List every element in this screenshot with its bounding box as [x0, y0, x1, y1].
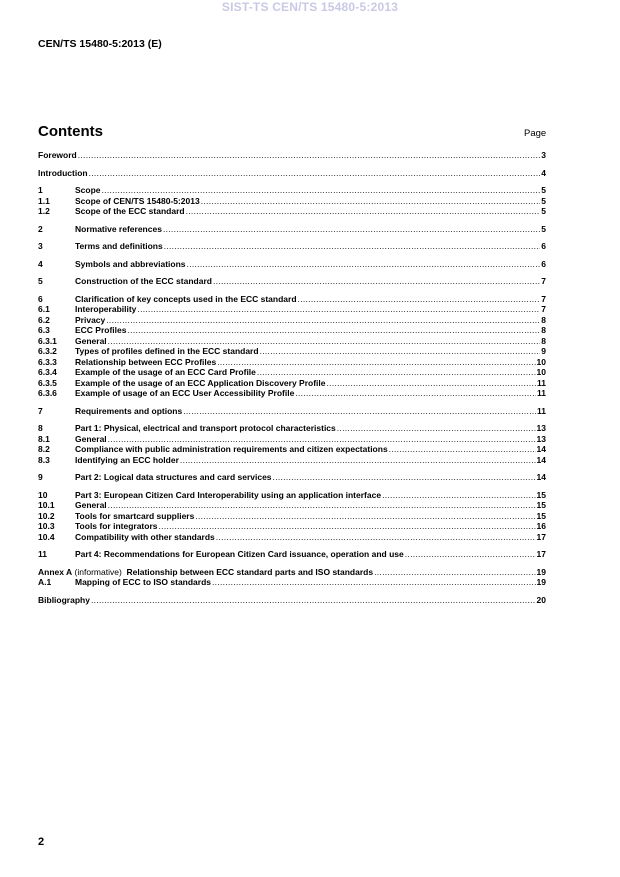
annex-label: Annex A — [38, 566, 73, 577]
page-ref: 13 — [536, 423, 546, 433]
page-number: 2 — [38, 836, 45, 848]
page-ref: 5 — [541, 195, 546, 206]
section-title: Part 3: European Citizen Card Interoperability using an application interface — [75, 489, 382, 500]
toc-entry[interactable] — [38, 315, 546, 326]
section-number: 10.3 — [38, 521, 55, 531]
section-number: 10.1 — [38, 500, 55, 510]
section-number: 8.2 — [38, 444, 50, 454]
page-ref: 16 — [536, 521, 546, 531]
dot-leader — [183, 406, 536, 417]
table-of-contents — [38, 150, 546, 605]
section-title: Tools for integrators — [75, 521, 158, 531]
toc-entry[interactable] — [38, 490, 546, 501]
section-title: Interoperability — [75, 304, 137, 314]
section-title: Part 1: Physical, electrical and transport protocol characteristics — [75, 423, 336, 433]
section-number: 8 — [38, 423, 43, 433]
section-title: Example of usage of an ECC User Accessibility Profile — [75, 388, 295, 398]
section-title: Construction of the ECC standard — [75, 276, 212, 286]
section-title: Clarification of key concepts used in the ECC standard — [75, 293, 297, 304]
section-number: 6 — [38, 293, 43, 304]
page-ref: 20 — [536, 594, 546, 605]
page-ref: 11 — [537, 388, 546, 398]
toc-entry[interactable] — [38, 346, 546, 357]
toc-entry[interactable] — [38, 500, 546, 511]
section-title: ECC Profiles — [75, 325, 127, 335]
page-ref: 9 — [541, 346, 546, 356]
annex-qualifier: (informative) — [74, 566, 122, 577]
section-number: 9 — [38, 472, 43, 482]
section-title: General — [75, 500, 107, 510]
section-number: 6.3 — [38, 325, 50, 335]
toc-entry[interactable] — [38, 224, 546, 235]
dot-leader — [106, 315, 540, 326]
section-number: 6.1 — [38, 304, 50, 314]
toc-entry[interactable] — [38, 150, 546, 161]
section-title: General — [75, 433, 107, 444]
page-ref: 14 — [536, 454, 546, 465]
annex-title: Relationship between ECC standard parts and ISO standards — [126, 566, 374, 577]
page-ref: 7 — [541, 276, 546, 286]
toc-entry[interactable] — [38, 168, 546, 179]
section-number: 7 — [38, 405, 43, 416]
toc-entry[interactable] — [38, 196, 546, 207]
section-title: Symbols and abbreviations — [75, 258, 186, 269]
section-title: Identifying an ECC holder — [75, 454, 179, 465]
toc-entry[interactable] — [38, 367, 546, 378]
page-ref: 6 — [541, 258, 546, 269]
dot-leader — [163, 224, 540, 235]
toc-entry[interactable] — [38, 336, 546, 347]
toc-entry[interactable] — [38, 276, 546, 287]
section-number: A.1 — [38, 577, 52, 587]
section-number: 5 — [38, 276, 43, 286]
toc-entry[interactable] — [38, 388, 546, 399]
contents-heading: Contents — [38, 123, 103, 140]
section-number: 6.3.3 — [38, 356, 57, 367]
dot-leader — [213, 276, 540, 287]
toc-entry[interactable] — [38, 357, 546, 368]
toc-entry-annex[interactable] — [38, 567, 546, 578]
page-ref: 3 — [541, 150, 546, 160]
toc-entry[interactable] — [38, 434, 546, 445]
section-number: 10.4 — [38, 531, 55, 542]
toc-entry[interactable] — [38, 455, 546, 466]
toc-entry[interactable] — [38, 206, 546, 217]
watermark: SIST-TS CEN/TS 15480-5:2013 — [221, 0, 399, 14]
toc-entry[interactable] — [38, 577, 546, 588]
section-number: 1.2 — [38, 206, 50, 216]
section-number: 6.3.6 — [38, 388, 57, 398]
toc-entry[interactable] — [38, 521, 546, 532]
section-title: Relationship between ECC Profiles — [75, 356, 217, 367]
document-id: CEN/TS 15480-5:2013 (E) — [38, 38, 162, 50]
page-ref: 8 — [541, 325, 546, 335]
toc-entry[interactable] — [38, 259, 546, 270]
page-ref: 7 — [541, 304, 546, 314]
page-ref: 19 — [536, 577, 546, 587]
toc-entry[interactable] — [38, 241, 546, 252]
section-title: General — [75, 335, 107, 346]
page-ref: 10 — [536, 367, 546, 377]
page-ref: 10 — [536, 356, 546, 367]
dot-leader — [337, 423, 536, 434]
section-number: 6.3.5 — [38, 377, 57, 388]
dot-leader — [201, 196, 541, 207]
section-title: Compatibility with other standards — [75, 531, 215, 542]
dot-leader — [186, 206, 541, 217]
toc-entry-bibliography[interactable] — [38, 595, 546, 606]
dot-leader — [217, 357, 535, 368]
page-ref: 11 — [537, 405, 546, 416]
dot-leader — [327, 378, 537, 389]
page-ref: 13 — [536, 433, 546, 444]
section-title: Mapping of ECC to ISO standards — [75, 577, 212, 587]
section-number: 1 — [38, 185, 43, 195]
page-ref: 6 — [541, 241, 546, 251]
page-ref: 5 — [541, 185, 546, 195]
section-title: Example of the usage of an ECC Card Profile — [75, 367, 256, 377]
dot-leader — [128, 325, 541, 336]
dot-leader — [389, 444, 536, 455]
page-ref: 15 — [536, 510, 546, 521]
section-number: 8.1 — [38, 433, 50, 444]
dot-leader — [260, 346, 541, 357]
toc-entry[interactable] — [38, 549, 546, 560]
page-ref: 15 — [536, 500, 546, 510]
toc-entry[interactable] — [38, 325, 546, 336]
page-ref: 11 — [537, 377, 546, 388]
toc-entry[interactable] — [38, 294, 546, 305]
section-number: 1.1 — [38, 195, 50, 206]
dot-leader — [212, 577, 536, 588]
section-title: Part 2: Logical data structures and card services — [75, 472, 272, 482]
section-number: 6.3.4 — [38, 367, 57, 377]
section-title: Example of the usage of an ECC Application Discovery Profile — [75, 377, 326, 388]
dot-leader — [374, 567, 535, 578]
section-title: Tools for smartcard suppliers — [75, 510, 195, 521]
dot-leader — [180, 455, 536, 466]
page-ref: 14 — [536, 444, 546, 454]
section-title: Terms and definitions — [75, 241, 163, 251]
page-ref: 8 — [541, 335, 546, 346]
section-number: 6.3.2 — [38, 346, 57, 356]
section-number: 6.3.1 — [38, 335, 57, 346]
toc-entry[interactable] — [38, 378, 546, 389]
page-ref: 5 — [541, 206, 546, 216]
section-title: Requirements and options — [75, 405, 183, 416]
page-ref: 19 — [536, 566, 546, 577]
section-title: Introduction — [38, 167, 88, 178]
dot-leader — [187, 259, 541, 270]
section-number: 10 — [38, 489, 48, 500]
toc-entry[interactable] — [38, 304, 546, 315]
page-ref: 15 — [536, 489, 546, 500]
page-ref: 7 — [541, 293, 546, 304]
dot-leader — [108, 500, 536, 511]
toc-entry[interactable] — [38, 444, 546, 455]
dot-leader — [78, 150, 541, 161]
dot-leader — [382, 490, 535, 501]
section-title: Privacy — [75, 314, 106, 325]
section-number: 8.3 — [38, 454, 50, 465]
section-title: Compliance with public administration requirements and citizen expectations — [75, 444, 388, 454]
dot-leader — [91, 595, 536, 606]
page-column-label: Page — [524, 128, 547, 139]
toc-entry[interactable] — [38, 185, 546, 196]
dot-leader — [108, 336, 541, 347]
dot-leader — [295, 388, 536, 399]
section-title: Types of profiles defined in the ECC standard — [75, 346, 259, 356]
dot-leader — [164, 241, 541, 252]
dot-leader — [195, 511, 535, 522]
section-number: 10.2 — [38, 510, 55, 521]
page-ref: 14 — [536, 472, 546, 482]
section-number: 6.2 — [38, 314, 50, 325]
section-number: 2 — [38, 223, 43, 234]
dot-leader — [102, 185, 541, 196]
section-title: Part 4: Recommendations for European Citizen Card issuance, operation and use — [75, 549, 404, 559]
dot-leader — [273, 472, 536, 483]
dot-leader — [89, 168, 541, 179]
dot-leader — [108, 434, 536, 445]
toc-entry[interactable] — [38, 532, 546, 543]
section-number: 4 — [38, 258, 43, 269]
dot-leader — [159, 521, 536, 532]
section-title: Foreword — [38, 150, 77, 160]
toc-entry[interactable] — [38, 511, 546, 522]
dot-leader — [405, 549, 536, 560]
page-ref: 17 — [536, 531, 546, 542]
page-ref: 4 — [541, 167, 546, 178]
page-ref: 17 — [536, 549, 546, 559]
section-title: Scope of the ECC standard — [75, 206, 185, 216]
section-number: 11 — [38, 549, 47, 559]
section-title: Scope — [75, 185, 101, 195]
page-ref: 5 — [541, 223, 546, 234]
page-ref: 8 — [541, 314, 546, 325]
section-title: Bibliography — [38, 594, 90, 605]
toc-entry[interactable] — [38, 406, 546, 417]
section-title: Scope of CEN/TS 15480-5:2013 — [75, 195, 200, 206]
dot-leader — [137, 304, 540, 315]
toc-entry[interactable] — [38, 472, 546, 483]
dot-leader — [298, 294, 541, 305]
section-number: 3 — [38, 241, 43, 251]
toc-entry[interactable] — [38, 423, 546, 434]
dot-leader — [257, 367, 536, 378]
section-title: Normative references — [75, 223, 162, 234]
dot-leader — [216, 532, 536, 543]
